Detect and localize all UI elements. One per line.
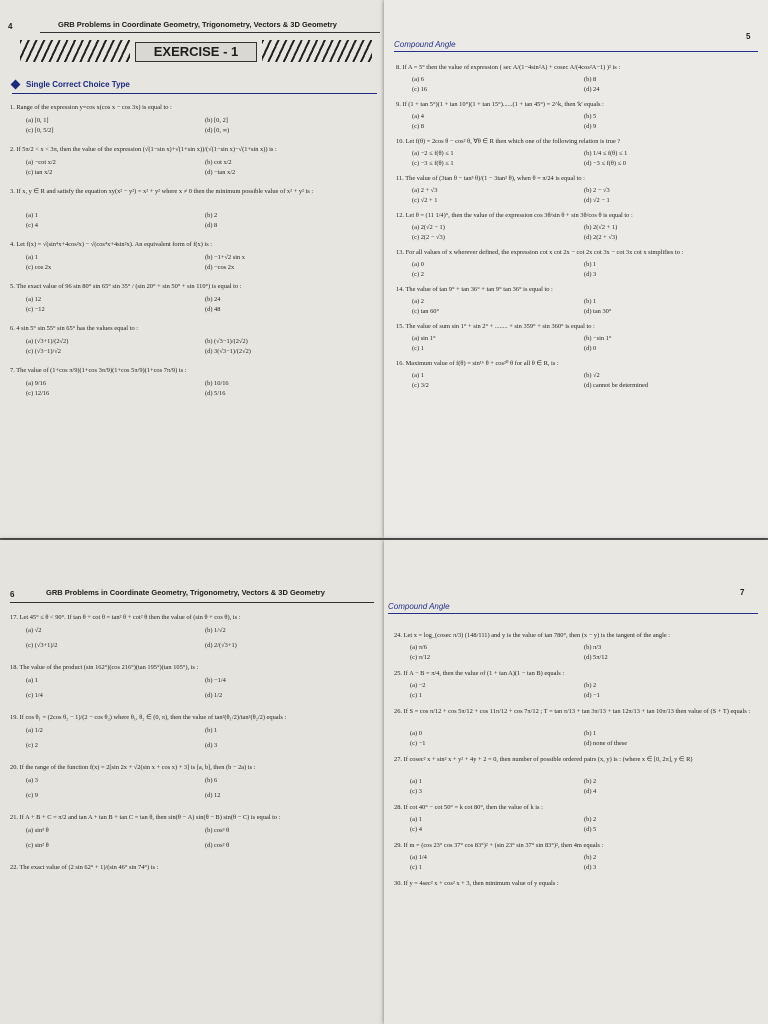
answer-option: (a) 1 bbox=[410, 778, 422, 785]
answer-option: (d) 3 bbox=[205, 742, 218, 749]
decorative-stripes-left bbox=[20, 40, 130, 62]
page-7 bbox=[384, 540, 768, 1024]
answer-option: (c) 2 bbox=[26, 742, 38, 749]
answer-option: (c) [0, 5/2] bbox=[26, 127, 54, 134]
section-bullet-icon bbox=[11, 80, 21, 90]
question-text: 11. The value of (3tan θ − tan³ θ)/(1 − 3tan² θ), when θ = π/24 is equal to : bbox=[396, 175, 585, 182]
question-text: 13. For all values of x wherever defined, the expression cot x cot 2x − cot 2x cot 3x − cot 3x cot x simplifies to : bbox=[396, 249, 684, 256]
answer-option: (d) −tan x/2 bbox=[205, 169, 236, 176]
answer-option: (a) 2 bbox=[412, 298, 424, 305]
answer-option: (a) 1/4 bbox=[410, 854, 427, 861]
question-text: 21. If A + B + C = π/2 and tan A + tan B + tan C = tan θ, then sin(θ − A) sin(θ − B) sin(θ − C) is equal to : bbox=[10, 814, 281, 821]
answer-option: (d) 1/2 bbox=[205, 692, 223, 699]
page-5 bbox=[384, 0, 768, 538]
answer-option: (b) 24 bbox=[205, 296, 221, 303]
answer-option: (a) 3 bbox=[26, 777, 38, 784]
answer-option: (b) 1 bbox=[584, 298, 597, 305]
question-text: 17. Let 45° ≤ θ < 90°. If tan θ + cot θ = tan² θ + cot² θ then the value of (sin θ + cos θ), is : bbox=[10, 614, 241, 621]
answer-option: (d) 3(√3−1)/(2√2) bbox=[205, 348, 251, 355]
answer-option: (a) π/6 bbox=[410, 644, 427, 651]
answer-option: (a) 1/2 bbox=[26, 727, 43, 734]
exercise-title: EXERCISE - 1 bbox=[135, 42, 257, 62]
answer-option: (c) 8 bbox=[412, 123, 424, 130]
answer-option: (c) 16 bbox=[412, 86, 428, 93]
answer-option: (c) √2 + 1 bbox=[412, 197, 438, 204]
answer-option: (d) 5 bbox=[584, 826, 597, 833]
answer-option: (d) [0, ∞) bbox=[205, 127, 230, 134]
answer-option: (c) 12/16 bbox=[26, 390, 50, 397]
answer-option: (c) 3 bbox=[410, 788, 422, 795]
answer-option: (d) 3 bbox=[584, 864, 597, 871]
question-text: 20. If the range of the function f(x) = 2[sin 2x + √2(sin x + cos x) + 3] is [a, b], then (b − 2a) is : bbox=[10, 764, 256, 771]
page-number: 4 bbox=[8, 22, 13, 31]
running-header: Compound Angle bbox=[394, 40, 456, 49]
answer-option: (b) 1 bbox=[584, 730, 597, 737]
answer-option: (b) −sin 1° bbox=[584, 335, 612, 342]
question-text: 12. Let θ = (11 1/4)°, then the value of the expression cos 3θ/sin θ + sin 3θ/cos θ is equal to : bbox=[396, 212, 633, 219]
question-text: 30. If y = 4sec² x + cos² x + 3, then minimum value of y equals : bbox=[394, 880, 559, 887]
answer-option: (d) 0 bbox=[584, 345, 597, 352]
answer-option: (b) 2 bbox=[584, 854, 597, 861]
answer-option: (a) −cot x/2 bbox=[26, 159, 56, 166]
answer-option: (c) 2 bbox=[412, 271, 424, 278]
answer-option: (a) sin³ θ bbox=[26, 827, 49, 834]
answer-option: (d) tan 30° bbox=[584, 308, 612, 315]
answer-option: (d) 48 bbox=[205, 306, 221, 313]
answer-option: (c) 1 bbox=[410, 864, 422, 871]
answer-option: (a) 1 bbox=[410, 816, 422, 823]
answer-option: (b) (√3−1)/(2√2) bbox=[205, 338, 248, 345]
answer-option: (a) 1 bbox=[26, 254, 38, 261]
question-text: 22. The exact value of (2 sin 62° + 1)/(sin 46° sin 74°) is : bbox=[10, 864, 159, 871]
answer-option: (a) 0 bbox=[412, 261, 424, 268]
answer-option: (a) 1 bbox=[26, 677, 38, 684]
answer-option: (a) 6 bbox=[412, 76, 424, 83]
answer-option: (b) 8 bbox=[584, 76, 597, 83]
header-rule bbox=[388, 613, 758, 614]
answer-option: (d) 4 bbox=[584, 788, 597, 795]
section-title: Single Correct Choice Type bbox=[26, 80, 130, 89]
question-text: 8. If A = 5° then the value of expression ( sec A/(1−4sin²A) + cosec A/(4cos²A−1) )² is : bbox=[396, 64, 621, 71]
answer-option: (b) 2 bbox=[584, 816, 597, 823]
answer-option: (c) π/12 bbox=[410, 654, 431, 661]
answer-option: (b) cot x/2 bbox=[205, 159, 232, 166]
question-text: 27. If cosec² x + sin² x + y² + 4y + 2 = 0, then number of possible ordered pairs (x, y) is : (where x ∈ [0, 2π], y ∈ R) bbox=[394, 756, 693, 763]
question-text: 9. If (1 + tan 5°)(1 + tan 10°)(1 + tan 15°)......(1 + tan 45°) = 2^k, then 'k' equals : bbox=[396, 101, 604, 108]
answer-option: (c) 1 bbox=[412, 345, 424, 352]
answer-option: (c) tan x/2 bbox=[26, 169, 53, 176]
answer-option: (a) (√3+1)/(2√2) bbox=[26, 338, 69, 345]
answer-option: (c) 4 bbox=[410, 826, 422, 833]
answer-option: (b) 2 bbox=[584, 682, 597, 689]
answer-option: (b) 2(√2 + 1) bbox=[584, 224, 618, 231]
answer-option: (b) π/3 bbox=[584, 644, 602, 651]
question-text: 29. If m = (cos 23° cos 37° cos 83°)² + (sin 23° sin 37° sin 83°)², then 4m equals : bbox=[394, 842, 604, 849]
answer-option: (c) −12 bbox=[26, 306, 45, 313]
answer-option: (b) 1 bbox=[205, 727, 218, 734]
running-header: GRB Problems in Coordinate Geometry, Trigonometry, Vectors & 3D Geometry bbox=[46, 588, 325, 597]
answer-option: (a) 2 + √3 bbox=[412, 187, 438, 194]
answer-option: (c) tan 60° bbox=[412, 308, 440, 315]
question-text: 19. If cos θ₁ = (2cos θ₂ − 1)/(2 − cos θ₂) where θ₁, θ₂ ∈ (0, π), then the value of tan²(θ₁/2)/tan²(θ₂/2) equals : bbox=[10, 714, 287, 721]
answer-option: (d) −3 ≤ f(θ) ≤ 0 bbox=[584, 160, 626, 167]
question-text: 10. Let f(θ) = 2cos θ − cos² θ, ∀θ ∈ R then which one of the following relation is true ? bbox=[396, 138, 621, 145]
question-text: 7. The value of (1+cos π/9)(1+cos 3π/9)(1+cos 5π/9)(1+cos 7π/9) is : bbox=[10, 367, 187, 374]
answer-option: (d) 3 bbox=[584, 271, 597, 278]
answer-option: (b) 6 bbox=[205, 777, 218, 784]
answer-option: (a) [0, 1] bbox=[26, 117, 49, 124]
answer-option: (c) −1 bbox=[410, 740, 426, 747]
answer-option: (d) −cos 2x bbox=[205, 264, 235, 271]
answer-option: (a) √2 bbox=[26, 627, 42, 634]
answer-option: (d) cos² θ bbox=[205, 842, 230, 849]
answer-option: (b) 2 bbox=[205, 212, 218, 219]
question-text: 15. The value of sum sin 1° + sin 2° + ........ + sin 359° + sin 360° is equal to : bbox=[396, 323, 595, 330]
question-text: 24. Let x = log_(cosec π/3) (148/111) and y is the value of tan 780°, then (x − y) is the tangent of the angle : bbox=[394, 632, 671, 639]
answer-option: (d) −1 bbox=[584, 692, 600, 699]
question-text: 18. The value of the product (sin 162°)(cos 216°)(tan 195°)(tan 105°), is : bbox=[10, 664, 199, 671]
answer-option: (c) 4 bbox=[26, 222, 38, 229]
answer-option: (d) 2(2 + √3) bbox=[584, 234, 618, 241]
answer-option: (a) 12 bbox=[26, 296, 42, 303]
answer-option: (a) 4 bbox=[412, 113, 424, 120]
answer-option: (d) 5/16 bbox=[205, 390, 226, 397]
answer-option: (b) 10/16 bbox=[205, 380, 229, 387]
question-text: 16. Maximum value of f(θ) = sin¹⁶ θ + cos²⁰ θ for all θ ∈ R, is : bbox=[396, 360, 559, 367]
answer-option: (c) −3 ≤ f(θ) ≤ 1 bbox=[412, 160, 454, 167]
answer-option: (b) 1/4 ≤ f(θ) ≤ 1 bbox=[584, 150, 628, 157]
page-6 bbox=[0, 540, 384, 1024]
decorative-stripes-right bbox=[262, 40, 372, 62]
answer-option: (a) 1 bbox=[412, 372, 424, 379]
question-text: 1. Range of the expression y=cos x(cos x − cos 3x) is equal to : bbox=[10, 104, 172, 111]
answer-option: (d) 8 bbox=[205, 222, 218, 229]
header-rule bbox=[10, 602, 374, 603]
answer-option: (d) 24 bbox=[584, 86, 600, 93]
question-text: 4. Let f(x) = √(sin⁴x+4cos²x) − √(cos⁴x+4sin²x). An equivalent form of f(x) is : bbox=[10, 241, 213, 248]
question-text: 3. If x, y ∈ R and satisfy the equation xy(x² − y²) = x² + y² where x ≠ 0 then the minimum possible value of x² + y² is : bbox=[10, 188, 314, 195]
answer-option: (d) 9 bbox=[584, 123, 597, 130]
answer-option: (b) √2 bbox=[584, 372, 600, 379]
answer-option: (d) none of these bbox=[584, 740, 628, 747]
answer-option: (b) −1+√2 sin x bbox=[205, 254, 246, 261]
answer-option: (d) 12 bbox=[205, 792, 221, 799]
answer-option: (b) −1/4 bbox=[205, 677, 226, 684]
answer-option: (b) 5 bbox=[584, 113, 597, 120]
answer-option: (d) √2 − 1 bbox=[584, 197, 610, 204]
answer-option: (a) 2(√2 − 1) bbox=[412, 224, 445, 231]
running-header: GRB Problems in Coordinate Geometry, Trigonometry, Vectors & 3D Geometry bbox=[58, 20, 337, 29]
answer-option: (c) 2(2 − √3) bbox=[412, 234, 445, 241]
page-number: 5 bbox=[746, 32, 751, 41]
answer-option: (d) 2/(√3+1) bbox=[205, 642, 237, 649]
answer-option: (c) (√3−1)/√2 bbox=[26, 348, 61, 355]
answer-option: (a) −2 bbox=[410, 682, 426, 689]
question-text: 25. If A − B = π/4, then the value of (1 + tan A)(1 − tan B) equals : bbox=[394, 670, 565, 677]
page-number: 7 bbox=[740, 588, 745, 597]
question-text: 5. The exact value of 96 sin 80° sin 65° sin 35° / (sin 20° + sin 50° + sin 110°) is equal to : bbox=[10, 283, 242, 290]
answer-option: (c) (√3+1)/2 bbox=[26, 642, 58, 649]
answer-option: (d) 5π/12 bbox=[584, 654, 608, 661]
section-rule bbox=[12, 93, 377, 94]
answer-option: (c) 3/2 bbox=[412, 382, 429, 389]
header-rule bbox=[394, 51, 758, 52]
answer-option: (b) [0, 2] bbox=[205, 117, 228, 124]
answer-option: (b) 1 bbox=[584, 261, 597, 268]
page-4 bbox=[0, 0, 384, 538]
answer-option: (c) 1 bbox=[410, 692, 422, 699]
answer-option: (b) 2 − √3 bbox=[584, 187, 610, 194]
page-number: 6 bbox=[10, 590, 15, 599]
answer-option: (a) sin 1° bbox=[412, 335, 436, 342]
question-text: 26. If S = cos π/12 + cos 5π/12 + cos 11π/12 + cos 7π/12 ; T = tan π/13 + tan 3π/13 + tan 12π/13 + tan 10π/13 then value of (S + T) equals : bbox=[394, 708, 751, 715]
running-header: Compound Angle bbox=[388, 602, 450, 611]
question-text: 6. 4 sin 5° sin 55° sin 65° has the values equal to : bbox=[10, 325, 139, 332]
answer-option: (d) cannot be determined bbox=[584, 382, 649, 389]
answer-option: (a) 9/16 bbox=[26, 380, 47, 387]
question-text: 14. The value of tan 9° + tan 36° + tan 9° tan 36° is equal to : bbox=[396, 286, 553, 293]
header-rule bbox=[40, 32, 380, 33]
answer-option: (b) 2 bbox=[584, 778, 597, 785]
answer-option: (a) −2 ≤ f(θ) ≤ 1 bbox=[412, 150, 454, 157]
answer-option: (c) cos 2x bbox=[26, 264, 52, 271]
answer-option: (a) 0 bbox=[410, 730, 422, 737]
answer-option: (c) 9 bbox=[26, 792, 38, 799]
answer-option: (c) sin² θ bbox=[26, 842, 49, 849]
question-text: 28. If cot 40° − cot 50° = k cot 80°, then the value of k is : bbox=[394, 804, 543, 811]
answer-option: (a) 1 bbox=[26, 212, 38, 219]
question-text: 2. If 5π/2 < x < 3π, then the value of the expression (√(1−sin x)+√(1+sin x))/(√(1−sin x)−√(1+sin x)) is : bbox=[10, 146, 277, 153]
answer-option: (c) 1/4 bbox=[26, 692, 43, 699]
answer-option: (b) 1/√2 bbox=[205, 627, 226, 634]
answer-option: (b) cos³ θ bbox=[205, 827, 230, 834]
